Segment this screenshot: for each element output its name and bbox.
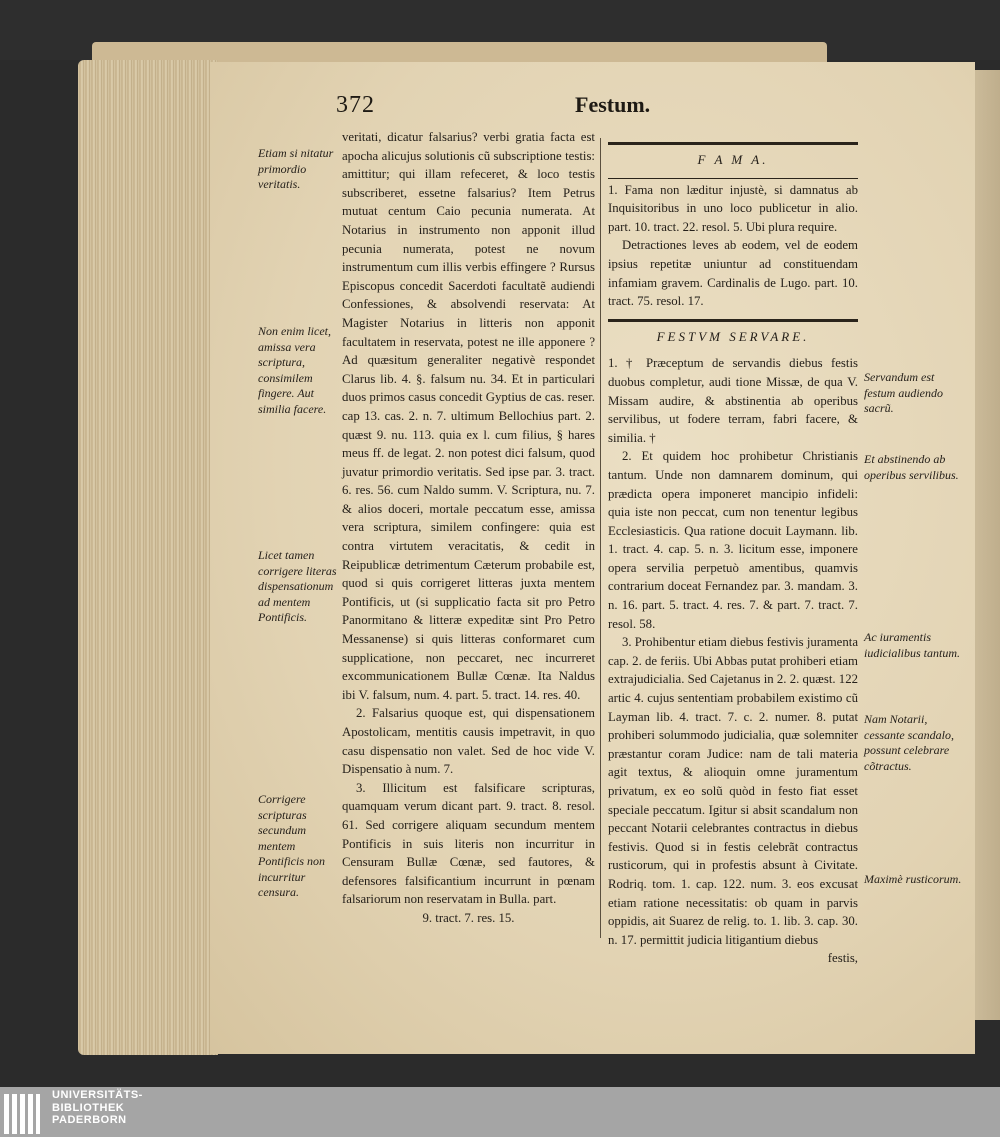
margin-note-left-1: Etiam si nitatur primordio veritatis. [258, 146, 334, 191]
margin-note-right-2: Et abstinendo ab operibus servilibus. [864, 452, 959, 482]
library-logo-icon [0, 1088, 48, 1137]
margin-note-right-3: Ac iuramentis iudicialibus tantum. [864, 630, 960, 660]
left-paragraph-1: veritati, dicatur falsarius? verbi gratia facta est apocha alicujus solutionis cũ subscriptione testis: amittitur; qui illam refeceret, & loco testis subscriberet, essetne falsarius? Item Petrus mutuat centum Caio pecunia numerata. At Notarius in instrumento non apponit illud pecunia numerata, potest ne novum instrumentum cum illis verbis effingere ? Rursus Episcopus concedit Sacerdoti facultatẽ audiendi Confessiones, & absolvendi reservata: At Magister Notarius in litteris non apponit facultatem in reservata, potest ne ille apponere ? Ad quæsitum generaliter negativè respondet Clarus lib. 4. §. falsum nu. 34. Et in particulari duos primos casus concedit Gyptius de cas. reser. cap 13. cas. 2. n. 7. ultimum Bellochius part. 2. quæst 9. nu. 113. quia ex l. cum filius, § hares meus ff. de legat. 2. non potest dici falsum, quod juvatur primordio veritatis. Sed ipse par. 3. tract. 6. res. 56. cum Naldo summ. V. Scriptura, nu. 7. & alios doceri, mortale peccatum esse, amissa vera scriptura, similem confingere: quia est contra virtutem veracitatis, & cedit in Reipublicæ detrimentum Cæterum probabile est, quod si quis corrigeret litteras juxta mentem Pontificis, ut (si supplicatio facta sit pro Petro Panormitano & litteræ expeditæ sint Pro Petro Messanense) si quis litteras conformaret cum supplicatione, non peccaret, nec incurreret excommunicationem Bullæ Cœnæ. Ita Naldus ibi V. falsum, num. 4. part. 5. tract. 14. res. 40. [342, 130, 595, 702]
fama-paragraph-2: Detractiones leves ab eodem, vel de eodem ipsius repetitæ uniuntur ad constituendam infamiam gravem. Cardinalis de Lugo. part. 10. tract. 75. resol. 17. [608, 238, 858, 309]
library-name-line-3: PADERBORN [52, 1114, 127, 1126]
fama-heading: F A M A. [697, 152, 769, 167]
margin-note-left-4: Corrigere scripturas secundum mentem Pontificis non incurritur censura. [258, 792, 325, 899]
left-text-column [342, 128, 595, 928]
festum-paragraph-2: 2. Et quidem hoc prohibetur Christianis tantum. Unde non damnarem dominum, qui prædicta opera imponeret mancipio infideli: quia iste non peccat, cum non tenentur legibus Ecclesiasticis. Qua ratione docuit Laymann. lib. 1. tract. 4. cap. 5. n. 3. licitum esse, imponere opera servilia perpetuò amentibus, quamvis contrarium doceat Fernandez par. 3. mandam. 3. n. 16. part. 5. tract. 4. res. 7. & part. 7. tract. 7. resol. 58. [608, 449, 858, 631]
margin-note-right-4: Nam Notarii, cessante scandalo, possunt celebrare cõtractus. [864, 712, 954, 773]
library-footer [0, 1087, 1000, 1137]
library-name-line-1: UNIVERSITÄTS- [52, 1089, 143, 1101]
section-rule-festum [608, 319, 858, 322]
festum-paragraph-1: 1. † Præceptum de servandis diebus festis duobus completur, audi tione Missæ, de qua V. Missam audire, & abstinentia ab operibus servilibus, ut fodere terram, fabri facere, & similia. † [608, 356, 858, 445]
margin-note-right-1: Servandum est festum audiendo sacrũ. [864, 370, 943, 415]
left-catch-line: 9. tract. 7. res. 15. [422, 910, 515, 925]
page-number: 372 [336, 92, 375, 118]
library-name-line-2: BIBLIOTHEK [52, 1101, 125, 1114]
left-paragraph-3: 3. Illicitum est falsificare scripturas, quamquam verum dicant part. 9. tract. 8. resol. 61. Sed corrigere aliquam secundum mentem Pontificis in suis literis non incurritur in Censuram Bullæ Cœnæ, sed fautores, & defensores falsificantium incurrunt in pœnam falsariorum non reservatam in Bulla. part. [342, 780, 595, 907]
running-head: Festum. [575, 92, 651, 117]
right-text-column [608, 138, 858, 968]
section-rule-top [608, 142, 858, 145]
margin-note-left-2: Non enim licet, amissa vera scriptura, consimilem fingere. Aut similia facere. [258, 324, 331, 416]
fama-rule [608, 178, 858, 179]
left-paragraph-2: 2. Falsarius quoque est, qui dispensationem Apostolicam, mentitis causis impetravit, in quo casu dispensatio non valet. Sed de hoc vide V. Dispensatio à num. 7. [342, 706, 595, 777]
margin-note-left-3: Licet tamen corrigere literas dispensationum ad mentem Pontificis. [258, 548, 337, 624]
library-name [52, 1089, 143, 1127]
margin-note-right-5: Maximè rusticorum. [864, 872, 962, 886]
column-divider [600, 138, 601, 938]
catchword: festis, [827, 951, 858, 966]
festum-heading: FESTVM SERVARE. [656, 328, 810, 344]
fama-paragraph-1: 1. Fama non læditur injustè, si damnatus ab Inquisitoribus in uno loco publicetur in alio. part. 10. tract. 22. resol. 5. Ubi plura require. [608, 182, 858, 234]
book-page-edges [78, 60, 218, 1055]
festum-paragraph-3: 3. Prohibentur etiam diebus festivis juramenta cap. 2. de feriis. Ubi Abbas putat prohiberi etiam extrajudicialia. Sed Cajetanus in 2. 2. quæst. 122 artic 4. cujus sententiam probabilem existimo cũ Layman lib. 4. tract. 7. c. 2. numer. 8. putat prohiberi solummodo judicialia, quæ solemniter præstantur coram Judice: nam de tali materia agit textus, & alioquin omne juramentum privatum, ex eo solũ quòd in festo fiat esset speciale peccatum. Igitur si absit scandalum non peccant Notarii celebrantes contractus in diebus festivis. Quod si in festis celebrãt contractus rusticorum, qui in profestis absunt à Civitate. Rodriq. tom. 1. cap. 122. num. 3. eos excusat etiam ratione necessitatis: ob quam in parvis oppidis, ait Suarez de relig. to. 1. lib. 3. cap. 30. n. 17. permittit judicia litigantium diebus [608, 635, 858, 947]
